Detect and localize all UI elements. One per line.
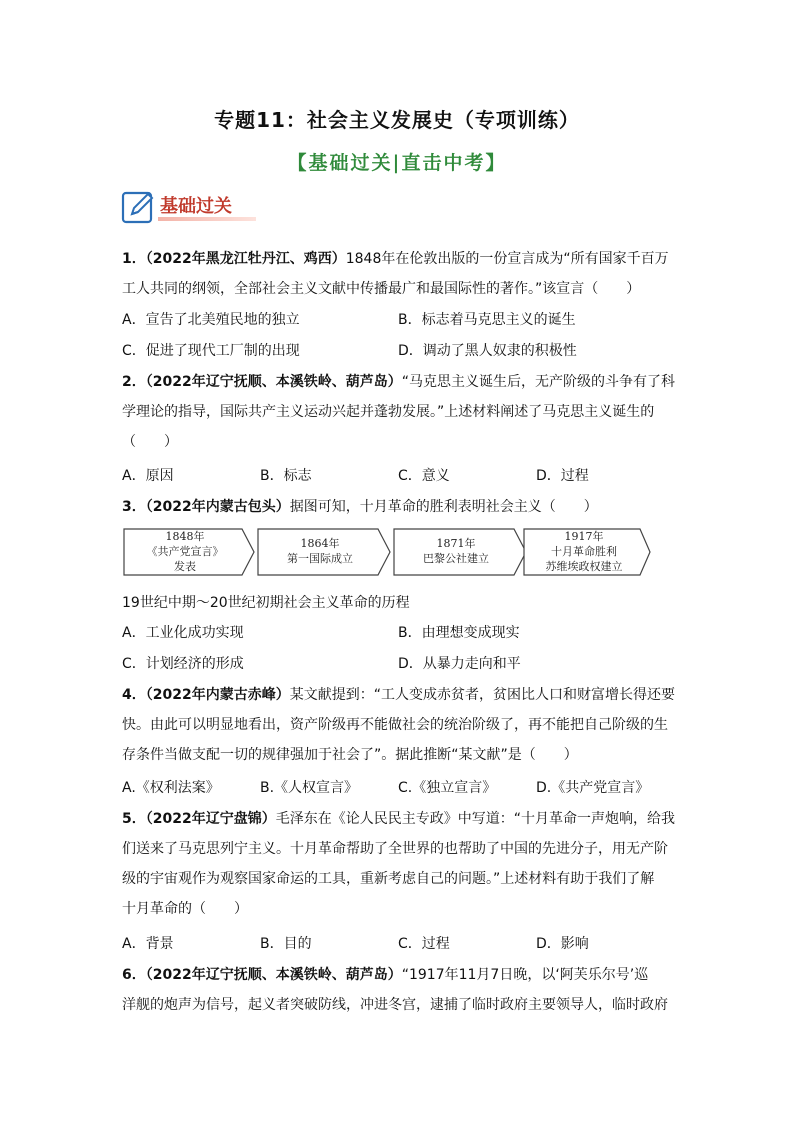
timeline-event: 苏维埃政权建立 [545, 560, 623, 573]
question-6 [122, 960, 682, 1020]
option-a[interactable]: A．宣告了北美殖民地的独立 [122, 312, 300, 328]
question-source: 6．（2022年辽宁抚顺、本溪铁岭、葫芦岛） [122, 967, 402, 983]
question-text: 毛泽东在《论人民民主专政》中写道：“十月革命一声炮响，给我 [275, 811, 675, 827]
option-d[interactable]: D．从暴力走向和平 [398, 656, 521, 672]
question-2 [122, 367, 682, 457]
option-c[interactable]: C．计划经济的形成 [122, 656, 244, 672]
timeline-step-2 [260, 536, 380, 566]
question-text: 据图可知，十月革命的胜利表明社会主义（ ） [289, 499, 598, 515]
timeline-event: 发表 [174, 560, 196, 573]
question-text: “1917年11月7日晚，以‘阿芙乐尔号’巡 [401, 967, 649, 983]
timeline-step-1 [126, 529, 244, 574]
option-b[interactable]: B.《人权宣言》 [260, 780, 359, 796]
timeline-year: 1871年 [436, 537, 476, 550]
question-text: 1848年在伦敦出版的一份宣言成为“所有国家千百万 [345, 251, 669, 267]
option-a[interactable]: A．工业化成功实现 [122, 625, 244, 641]
question-text: 级的宇宙观作为观察国家命运的工具，重新考虑自己的问题。”上述材料有助于我们了解 [122, 871, 655, 887]
question-text: 十月革命的（ ） [122, 901, 248, 917]
option-c[interactable]: C.《独立宣言》 [398, 780, 497, 796]
question-source: 4．（2022年内蒙古赤峰） [122, 687, 290, 703]
section-underline [158, 217, 256, 221]
question-1-options-row-1 [122, 305, 682, 335]
question-text: 学理论的指导，国际共产主义运动兴起并蓬勃发展。”上述材料阐述了马克思主义诞生的 [122, 404, 655, 420]
question-3-options-row-2 [122, 649, 682, 679]
page-title: 专题11：社会主义发展史（专项训练） [214, 108, 580, 132]
timeline-event: 第一国际成立 [287, 552, 353, 565]
question-4 [122, 680, 682, 770]
question-text: 们送来了马克思列宁主义。十月革命帮助了全世界的也帮助了中国的先进分子，用无产阶 [122, 841, 668, 857]
section-badge [120, 188, 280, 228]
option-b[interactable]: B．标志 [260, 468, 312, 484]
timeline-event: 《共产党宣言》 [146, 545, 224, 558]
timeline-year: 1917年 [564, 530, 604, 543]
option-d[interactable]: D．调动了黑人奴隶的积极性 [398, 343, 577, 359]
question-text: “马克思主义诞生后，无产阶级的斗争有了科 [401, 374, 675, 390]
option-b[interactable]: B．目的 [260, 936, 312, 952]
option-b[interactable]: B．由理想变成现实 [398, 625, 520, 641]
question-source: 5．（2022年辽宁盘锦） [122, 811, 276, 827]
timeline-flow-diagram [122, 526, 652, 578]
question-2-options [122, 461, 682, 491]
question-source: 2．（2022年辽宁抚顺、本溪铁岭、葫芦岛） [122, 374, 402, 390]
option-d[interactable]: D．过程 [536, 468, 589, 484]
option-d[interactable]: D．影响 [536, 936, 589, 952]
option-b[interactable]: B．标志着马克思主义的诞生 [398, 312, 576, 328]
question-5-options [122, 929, 682, 959]
option-c[interactable]: C．意义 [398, 468, 450, 484]
question-text: 某文献提到：“工人变成赤贫者，贫困比人口和财富增长得还要 [289, 687, 675, 703]
option-a[interactable]: A．原因 [122, 468, 174, 484]
timeline-event: 巴黎公社建立 [423, 552, 489, 565]
question-4-options [122, 773, 682, 803]
option-a[interactable]: A．背景 [122, 936, 174, 952]
option-d[interactable]: D.《共产党宣言》 [536, 780, 650, 796]
figure-caption: 19世纪中期～20世纪初期社会主义革命的历程 [122, 595, 410, 611]
question-text: 洋舰的炮声为信号，起义者突破防线，冲进冬宫，逮捕了临时政府主要领导人，临时政府 [122, 997, 668, 1013]
question-5 [122, 804, 682, 924]
edit-pencil-icon [120, 188, 156, 226]
question-text: 快。由此可以明显地看出，资产阶级再不能做社会的统治阶级了，再不能把自己阶级的生 [122, 717, 668, 733]
question-source: 1．（2022年黑龙江牡丹江、鸡西） [122, 251, 346, 267]
option-a[interactable]: A.《权利法案》 [122, 780, 220, 796]
timeline-year: 1864年 [300, 537, 340, 550]
question-text: （ ） [122, 434, 178, 450]
timeline-year: 1848年 [165, 530, 205, 543]
timeline-step-3 [396, 536, 516, 566]
question-1 [122, 244, 682, 304]
page-subtitle: 【基础过关|直击中考】 [287, 152, 507, 174]
question-source: 3．（2022年内蒙古包头） [122, 499, 290, 515]
option-c[interactable]: C．促进了现代工厂制的出现 [122, 343, 300, 359]
question-text: 存条件当做支配一切的规律强加于社会了”。据此推断“某文献”是（ ） [122, 747, 578, 763]
question-3 [122, 492, 682, 522]
option-c[interactable]: C．过程 [398, 936, 450, 952]
section-label: 基础过关 [160, 196, 232, 217]
timeline-step-4 [526, 529, 642, 574]
question-text: 工人共同的纲领，全部社会主义文献中传播最广和最国际性的著作。”该宣言（ ） [122, 281, 641, 297]
timeline-event: 十月革命胜利 [551, 545, 617, 558]
question-3-options-row-1 [122, 618, 682, 648]
question-1-options-row-2 [122, 336, 682, 366]
